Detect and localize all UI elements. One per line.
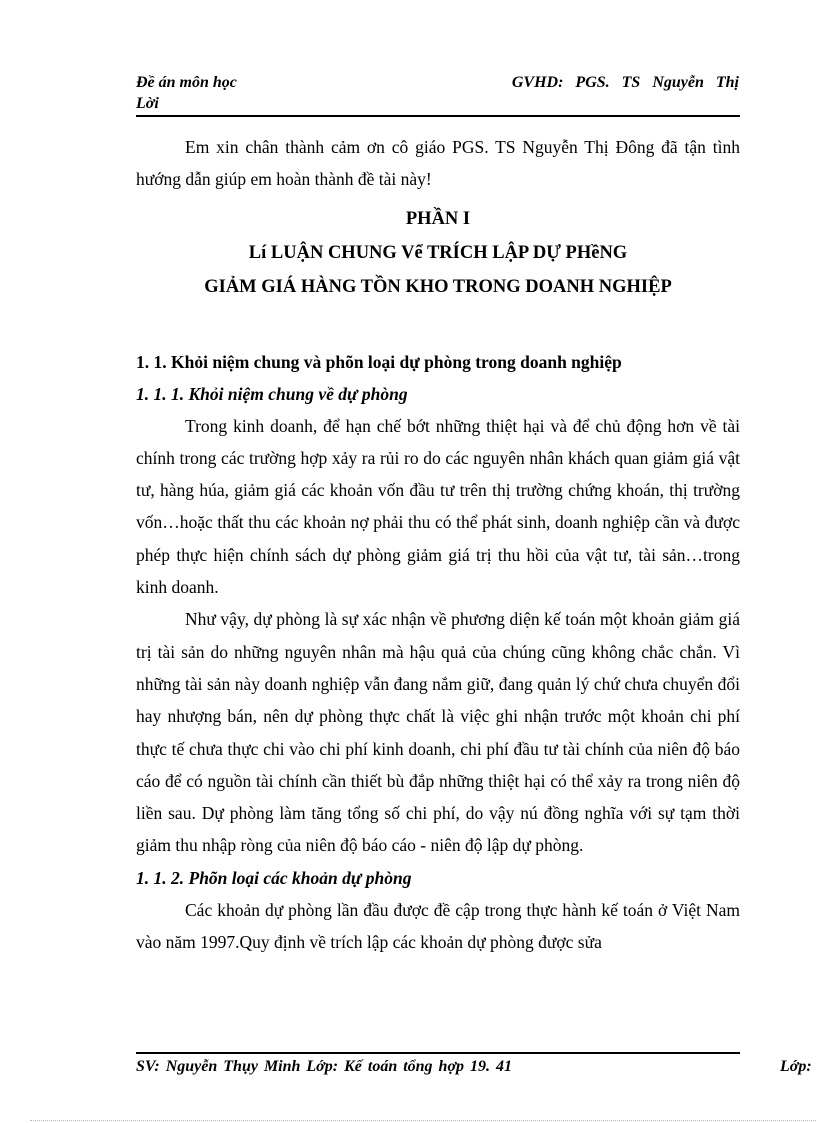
header-course-label: Đề án môn học (136, 74, 237, 91)
header-advisor: GVHD: PGS. TS Nguyễn Thị (511, 74, 739, 91)
part-title-line-1: Lí LUẬN CHUNG Vể TRÍCH LẬP DỰ PHềNG (248, 242, 628, 263)
footer-student: SV: Nguyễn Thụy Minh Lớp: Kế toán tổng hợp 19. 41 (136, 1058, 513, 1075)
footer-class: Lớp: (780, 1058, 812, 1075)
header-course-label-cont: Lời (136, 95, 159, 112)
acknowledgement-paragraph: Em xin chân thành cảm ơn cô giáo PGS. TS Nguyễn Thị Đông đã tận tình hướng dẫn giúp em hoàn thành đề tài này! (136, 137, 740, 190)
body-paragraph-2: Như vậy, dự phòng là sự xác nhận về phương diện kế toán một khoản giảm giá trị tài sản do những nguyên nhân mà hậu quả của chúng cũng không chắc chắn. Vì những tài sản này doanh nghiệp vẫn đang nắm giữ, đang quản lý chứ chưa chuyển đổi hay nhượng bán, nên dự phòng thực chất là việc ghi nhận trước một khoản chi phí thực tế chưa thực chi vào chi phí kinh doanh, chi phí đầu tư tài chính của niên độ báo cáo để có nguồn tài chính cần thiết bù đắp những thiệt hại có thể xảy ra trong niên độ liền sau. Dự phòng làm tăng tổng số chi phí, do vậy nú đồng nghĩa với sự tạm thời giảm thu nhập ròng của niên độ báo cáo - niên độ lập dự phòng. (136, 609, 740, 856)
page-edge-dotted-line (30, 1120, 816, 1121)
footer-rule (136, 1052, 740, 1054)
page-body (136, 131, 740, 958)
subsection-heading-1-1-2: 1. 1. 2. Phõn loại các khoản dự phòng (136, 867, 412, 888)
part-title-line-2: GIẢM GIÁ HÀNG TỒN KHO TRONG DOANH NGHIỆP (204, 276, 672, 297)
part-number: PHẦN I (405, 208, 471, 229)
section-heading-1-1: 1. 1. Khỏi niệm chung và phõn loại dự phòng trong doanh nghiệp (136, 351, 622, 372)
header-rule (136, 115, 740, 117)
subsection-heading-1-1-1: 1. 1. 1. Khỏi niệm chung về dự phòng (136, 383, 408, 404)
header-left (136, 72, 237, 114)
body-paragraph-3: Các khoản dự phòng lần đầu được đề cập trong thực hành kế toán ở Việt Nam vào năm 1997.Quy định về trích lập các khoản dự phòng được sửa (136, 899, 740, 953)
body-paragraph-1: Trong kinh doanh, để hạn chế bớt những thiệt hại và để chủ động hơn về tài chính trong các trường hợp xảy ra rủi ro do các nguyên nhân khách quan giảm giá vật tư, hàng húa, giảm giá các khoản vốn đầu tư trên thị trường chứng khoán, thị trường vốn…hoặc thất thu các khoản nợ phải thu có thể phát sinh, doanh nghiệp cần và được phép thực hiện chính sách dự phòng giảm giá trị thu hồi của vật tư, tài sản…trong kinh doanh. (136, 415, 740, 598)
